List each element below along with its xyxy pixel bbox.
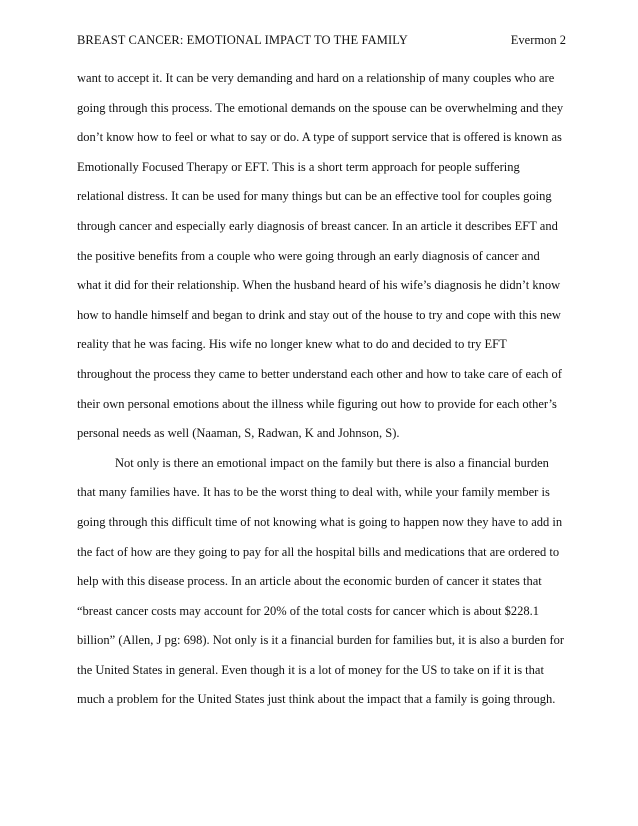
paragraph-first-line: Not only is there an emotional impact on the family but there is also a financial burden — [115, 455, 549, 470]
text-line: the positive benefits from a couple who were going through an early diagnosis of cancer and — [77, 248, 540, 263]
text-line: reality that he was facing. His wife no longer knew what to do and decided to try EFT — [77, 337, 507, 352]
text-line: through cancer and especially early diagnosis of breast cancer. In an article it describes EFT and — [77, 218, 558, 233]
text-line: the United States in general. Even though it is a lot of money for the US to take on if it is that — [77, 662, 544, 677]
text-line: Emotionally Focused Therapy or EFT. This is a short term approach for people suffering — [77, 159, 520, 174]
text-line: don’t know how to feel or what to say or do. A type of support service that is offered is known as — [77, 130, 562, 145]
text-line: that many families have. It has to be the worst thing to deal with, while your family member is — [77, 485, 550, 500]
text-line: throughout the process they came to better understand each other and how to take care of each of — [77, 366, 562, 381]
text-line: help with this disease process. In an article about the economic burden of cancer it states that — [77, 574, 542, 589]
text-line: want to accept it. It can be very demanding and hard on a relationship of many couples who are — [77, 71, 555, 85]
text-line: what it did for their relationship. When the husband heard of his wife’s diagnosis he didn’t know — [77, 278, 561, 293]
page-number: Evermon 2 — [510, 33, 566, 47]
text-line: “breast cancer costs may account for 20% of the total costs for cancer which is about $228.1 — [77, 603, 539, 618]
text-line: much a problem for the United States just think about the impact that a family is going through. — [77, 692, 556, 707]
body-text — [77, 70, 577, 721]
text-line: how to handle himself and began to drink and stay out of the house to try and cope with this new — [77, 307, 561, 322]
text-line: going through this difficult time of not knowing what is going to happen now they have to add in — [77, 514, 563, 529]
text-line: billion” (Allen, J pg: 698). Not only is it a financial burden for families but, it is also a burden for — [77, 633, 565, 648]
running-head: BREAST CANCER: EMOTIONAL IMPACT TO THE FAMILY — [77, 33, 408, 47]
text-line: their own personal emotions about the illness while figuring out how to provide for each other’s — [77, 396, 557, 411]
text-line: relational distress. It can be used for many things but can be an effective tool for couples going — [77, 189, 552, 204]
text-line: the fact of how are they going to pay for all the hospital bills and medications that are ordered to — [77, 544, 560, 559]
text-line: personal needs as well (Naaman, S, Radwan, K and Johnson, S). — [77, 426, 400, 441]
text-line: going through this process. The emotional demands on the spouse can be overwhelming and they — [77, 100, 564, 115]
